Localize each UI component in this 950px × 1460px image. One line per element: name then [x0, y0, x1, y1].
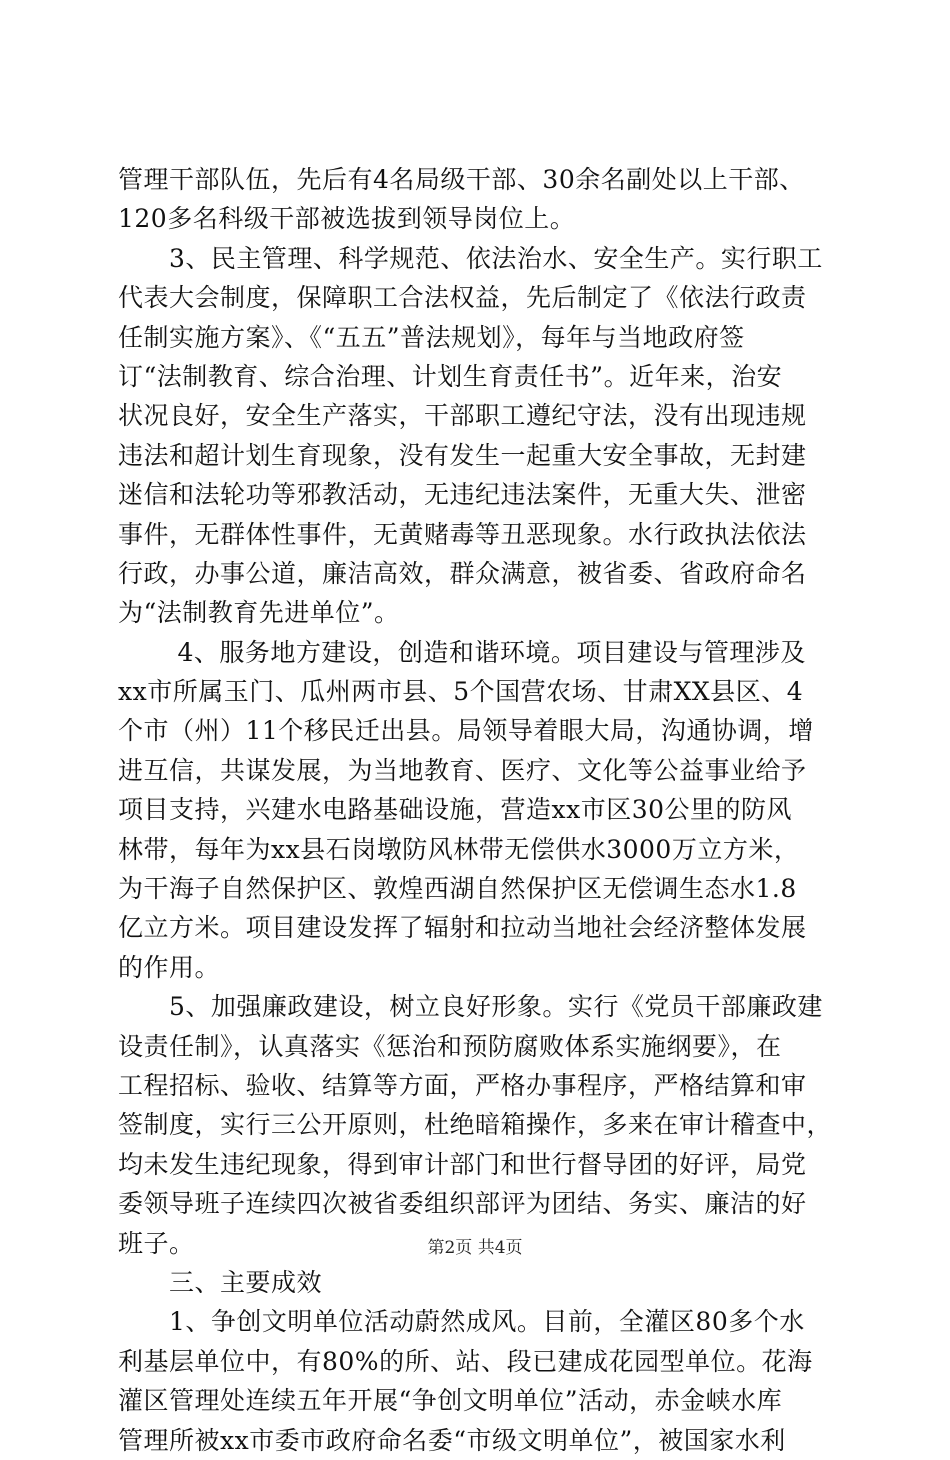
text-line: 三、主要成效	[118, 1267, 323, 1297]
text-line: 签制度，实行三公开原则，杜绝暗箱操作，多来在审计稽查中，	[118, 1110, 833, 1140]
text-line: 亿立方米。项目建设发挥了辐射和拉动当地社会经济整体发展	[118, 913, 807, 943]
text-line: 个市（州）11个移民迁出县。局领导着眼大局，沟通协调，增	[118, 716, 814, 746]
text-line: 代表大会制度，保障职工合法权益，先后制定了《依法行政责	[118, 283, 807, 313]
text-line: 利基层单位中，有80%的所、站、段已建成花园型单位。花海	[118, 1346, 813, 1376]
text-line: 的作用。	[118, 952, 221, 982]
text-line: 任制实施方案》、《“五五”普法规划》，每年与当地政府签	[118, 322, 745, 352]
text-line: 工程招标、验收、结算等方面，严格办事程序，严格结算和审	[118, 1070, 807, 1100]
text-line: 管理所被xx市委市政府命名委“市级文明单位”，被国家水利	[118, 1425, 786, 1455]
text-line: 均未发生违纪现象，得到审计部门和世行督导团的好评，局党	[118, 1149, 807, 1179]
text-line: 4、服务地方建设，创造和谐环境。项目建设与管理涉及	[118, 637, 806, 667]
text-line: 迷信和法轮功等邪教活动，无违纪违法案件，无重大失、泄密	[118, 480, 807, 510]
text-line: 为“法制教育先进单位”。	[118, 598, 400, 628]
text-line: 3、民主管理、科学规范、依法治水、安全生产。实行职工	[118, 243, 823, 273]
page-footer: 第2页 共4页	[427, 1238, 523, 1258]
text-line: 120多名科级干部被选拔到领导岗位上。	[118, 204, 576, 234]
text-line: 1、争创文明单位活动蔚然成风。目前，全灌区80多个水	[118, 1307, 805, 1337]
text-line: 委领导班子连续四次被省委组织部评为团结、务实、廉洁的好	[118, 1189, 807, 1219]
text-line: 进互信，共谋发展，为当地教育、医疗、文化等公益事业给予	[118, 755, 807, 785]
text-line: xx市所属玉门、瓜州两市县、5个国营农场、甘肃XX县区、4	[118, 677, 804, 707]
document-body	[118, 160, 838, 1460]
text-line: 为干海子自然保护区、敦煌西湖自然保护区无偿调生态水1.8	[118, 874, 797, 904]
text-line: 项目支持，兴建水电路基础设施，营造xx市区30公里的防风	[118, 795, 793, 825]
text-line: 状况良好，安全生产落实，干部职工遵纪守法，没有出现违规	[118, 401, 807, 431]
text-line: 事件，无群体性事件，无黄赌毒等丑恶现象。水行政执法依法	[118, 519, 807, 549]
text-line: 违法和超计划生育现象，没有发生一起重大安全事故，无封建	[118, 440, 807, 470]
text-line: 班子。	[118, 1228, 195, 1258]
text-line: 林带，每年为xx县石岗墩防风林带无偿供水3000万立方米，	[118, 834, 800, 864]
text-line: 管理干部队伍，先后有4名局级干部、30余名副处以上干部、	[118, 165, 805, 194]
text-line: 行政，办事公道，廉洁高效，群众满意，被省委、省政府命名	[118, 558, 807, 588]
text-line: 5、加强廉政建设，树立良好形象。实行《党员干部廉政建	[118, 992, 823, 1022]
text-line: 订“法制教育、综合治理、计划生育责任书”。近年来，治安	[118, 361, 783, 391]
text-line: 灌区管理处连续五年开展“争创文明单位”活动，赤金峡水库	[118, 1386, 783, 1416]
text-line: 设责任制》，认真落实《惩治和预防腐败体系实施纲要》，在	[118, 1031, 782, 1061]
